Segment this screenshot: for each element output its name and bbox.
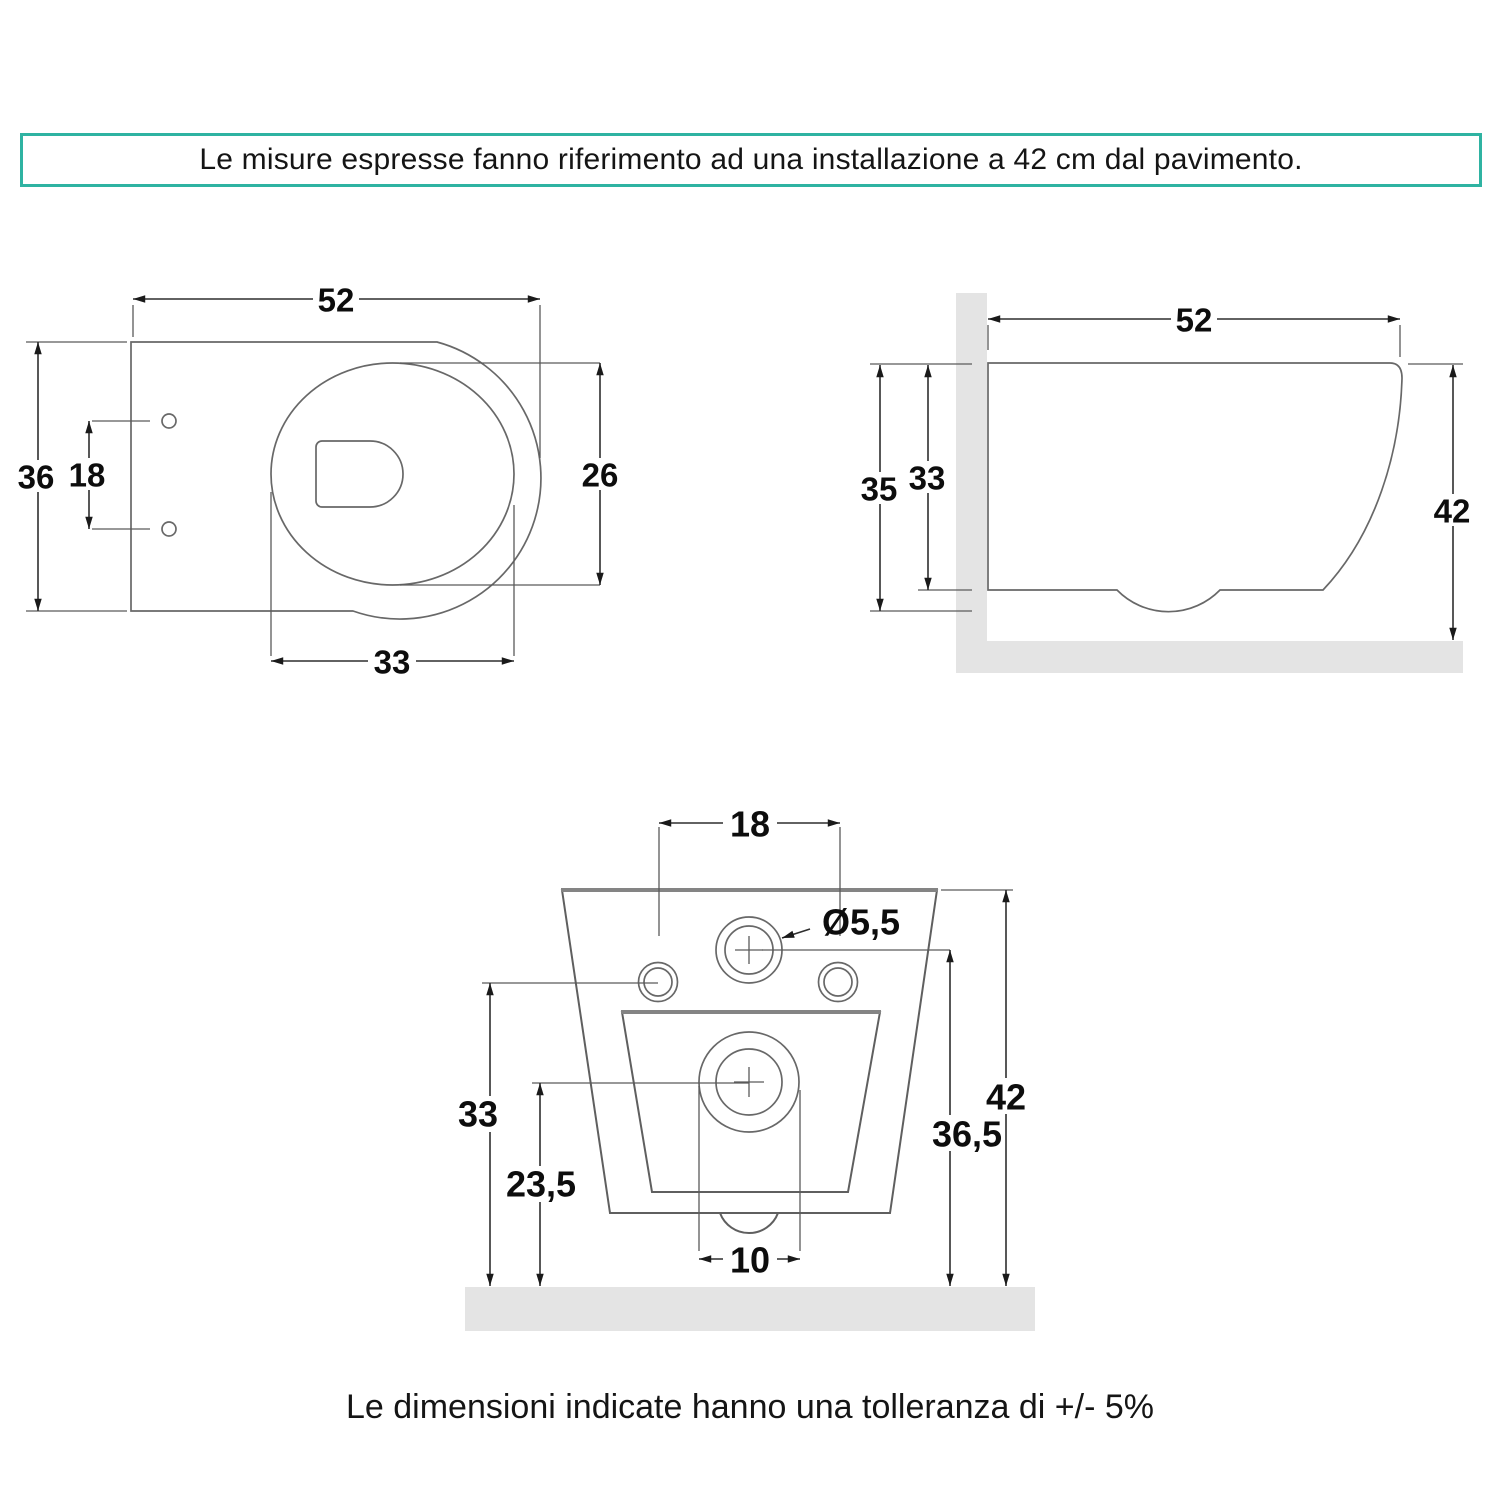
dim-install-height-side bbox=[1408, 364, 1475, 640]
dim-drain-height-label: 23,5 bbox=[505, 1163, 577, 1205]
dim-bowl-width bbox=[271, 492, 514, 681]
seat-fixing-hole-bottom bbox=[162, 522, 176, 536]
dim-inlet-diameter bbox=[782, 902, 900, 943]
rear-drain-bump bbox=[720, 1213, 778, 1233]
dim-hole-spacing-label: 18 bbox=[68, 456, 106, 494]
seat-fixing-hole-top bbox=[162, 414, 176, 428]
drain-outlet bbox=[699, 1032, 799, 1132]
floor-rear-view bbox=[465, 1287, 1035, 1331]
dim-holes-height-label: 33 bbox=[457, 1093, 499, 1135]
bowl-rim bbox=[271, 363, 514, 585]
dim-drain-height bbox=[500, 1083, 749, 1286]
dim-bowl-width-label: 33 bbox=[373, 643, 411, 681]
toilet-body-side-outline bbox=[988, 363, 1402, 612]
top-view bbox=[13, 282, 624, 681]
dim-rear-hole-spacing bbox=[659, 804, 840, 937]
dim-install-height-side-label: 42 bbox=[1433, 492, 1471, 530]
dim-height-rim-label: 33 bbox=[908, 459, 946, 497]
dim-depth-side bbox=[988, 302, 1400, 358]
dim-rear-hole-spacing-label: 18 bbox=[729, 803, 771, 845]
dim-depth-label: 36 bbox=[17, 458, 55, 496]
fixing-hole-left bbox=[639, 963, 678, 1002]
side-view bbox=[856, 293, 1475, 673]
dim-bowl-length bbox=[400, 363, 624, 585]
measurement-note-text: Le misure espresse fanno riferimento ad una installazione a 42 cm dal pavimento. bbox=[199, 143, 1303, 176]
dim-drain-width-label: 10 bbox=[729, 1239, 771, 1281]
dim-height-total-label: 35 bbox=[860, 470, 898, 508]
toilet-body-plan-outline bbox=[131, 342, 541, 619]
rear-view bbox=[451, 804, 1035, 1332]
dim-rear-total-height bbox=[941, 890, 1033, 1286]
flush-opening bbox=[316, 441, 403, 507]
rear-inner-recess bbox=[622, 1012, 880, 1192]
dim-inlet-height bbox=[762, 950, 1005, 1286]
tolerance-note-text: Le dimensioni indicate hanno una tolleranza di +/- 5% bbox=[345, 1388, 1155, 1426]
dim-holes-height bbox=[451, 983, 658, 1286]
fixing-hole-right bbox=[819, 963, 858, 1002]
dim-rear-total-height-label: 42 bbox=[985, 1076, 1027, 1118]
dim-depth-side-label: 52 bbox=[1175, 301, 1213, 339]
dim-inlet-diameter-label: Ø5,5 bbox=[821, 901, 901, 943]
floor-side-view bbox=[987, 641, 1463, 673]
wall bbox=[956, 293, 987, 673]
dim-width-label: 52 bbox=[317, 281, 355, 319]
dim-hole-spacing bbox=[65, 421, 150, 529]
dim-bowl-length-label: 26 bbox=[581, 456, 619, 494]
dim-inlet-height-label: 36,5 bbox=[931, 1113, 1003, 1155]
dim-width bbox=[133, 282, 540, 459]
